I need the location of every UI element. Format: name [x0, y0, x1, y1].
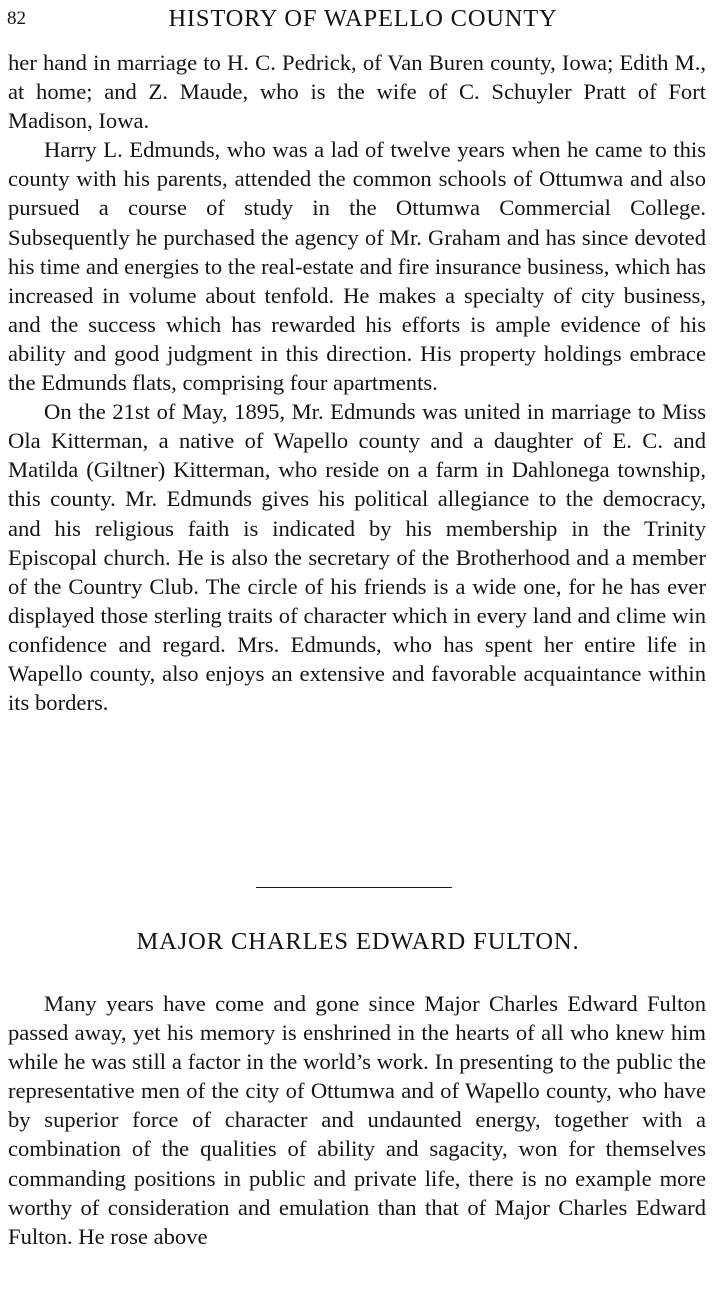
- section-divider: [256, 887, 452, 888]
- running-head: [7, 3, 707, 37]
- paragraph-marriage: On the 21st of May, 1895, Mr. Edmunds was united in marriage to Miss Ola Kitterman, a native of Wapello county and a daughter of E. C. and Matilda (Giltner) Kitterman, who reside on a farm in Dahlonega township, this county. Mr. Edmunds gives his political allegiance to the democracy, and his religious faith is indicated by his membership in the Trinity Episcopal church. He is also the secretary of the Brotherhood and a member of the Country Club. The circle of his friends is a wide one, for he has ever displayed those sterling traits of character which in every land and clime win confidence and regard. Mrs. Edmunds, who has spent her entire life in Wapello county, also enjoys an extensive and favorable acquaintance within its borders.: [8, 399, 706, 716]
- section-body-text: [8, 989, 706, 1251]
- paragraph-fulton-intro: Many years have come and gone since Major Charles Edward Fulton passed away, yet his memory is enshrined in the hearts of all who knew him while he was still a factor in the world’s work. In presenting to the public the representative men of the city of Ottumwa and of Wapello county, who have by superior force of character and undaunted energy, together with a combination of the qualities of ability and sagacity, won for themselves commanding positions in public and private life, there is no example more worthy of consideration and emulation than that of Major Charles Edward Fulton. He rose above: [8, 991, 706, 1249]
- body-text: [8, 48, 706, 717]
- page-number: 82: [7, 8, 26, 29]
- paragraph-harry-edmunds: Harry L. Edmunds, who was a lad of twelve years when he came to this county with his parents, attended the common schools of Ottumwa and also pursued a course of study in the Ottumwa Commercial College. Subsequently he purchased the agency of Mr. Graham and has since devoted his time and energies to the real-estate and fire insurance business, which has increased in volume about tenfold. He makes a specialty of city business, and the success which has rewarded his efforts is ample evidence of his ability and good judgment in this direction. His property holdings embrace the Edmunds flats, comprising four apartments.: [8, 137, 706, 396]
- section-heading: MAJOR CHARLES EDWARD FULTON.: [136, 928, 580, 955]
- running-title: HISTORY OF WAPELLO COUNTY: [168, 5, 558, 32]
- paragraph-continuation: her hand in marriage to H. C. Pedrick, of Van Buren county, Iowa; Edith M., at home; and Z. Maude, who is the wife of C. Schuyler Pratt of Fort Madison, Iowa.: [8, 50, 706, 134]
